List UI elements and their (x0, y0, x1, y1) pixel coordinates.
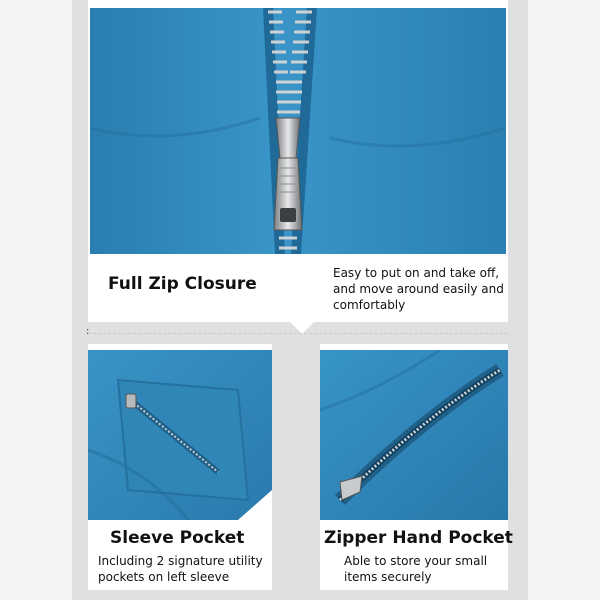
sleeve-pocket-title: Sleeve Pocket (110, 528, 245, 548)
section-divider (88, 333, 508, 334)
hand-pocket-title: Zipper Hand Pocket (324, 528, 513, 548)
full-zip-photo (90, 8, 506, 254)
divider-marker: : (86, 326, 90, 337)
hand-pocket-description: Able to store your small items securely (344, 554, 488, 584)
hand-pocket-photo (320, 350, 508, 520)
sleeve-pocket-description: Including 2 signature utility pockets on left sleeve (98, 554, 263, 584)
sleeve-pocket-photo (88, 350, 272, 520)
full-zip-description: Easy to put on and take off, and move around easily and comfortably (333, 266, 504, 312)
full-zip-title: Full Zip Closure (108, 274, 257, 294)
